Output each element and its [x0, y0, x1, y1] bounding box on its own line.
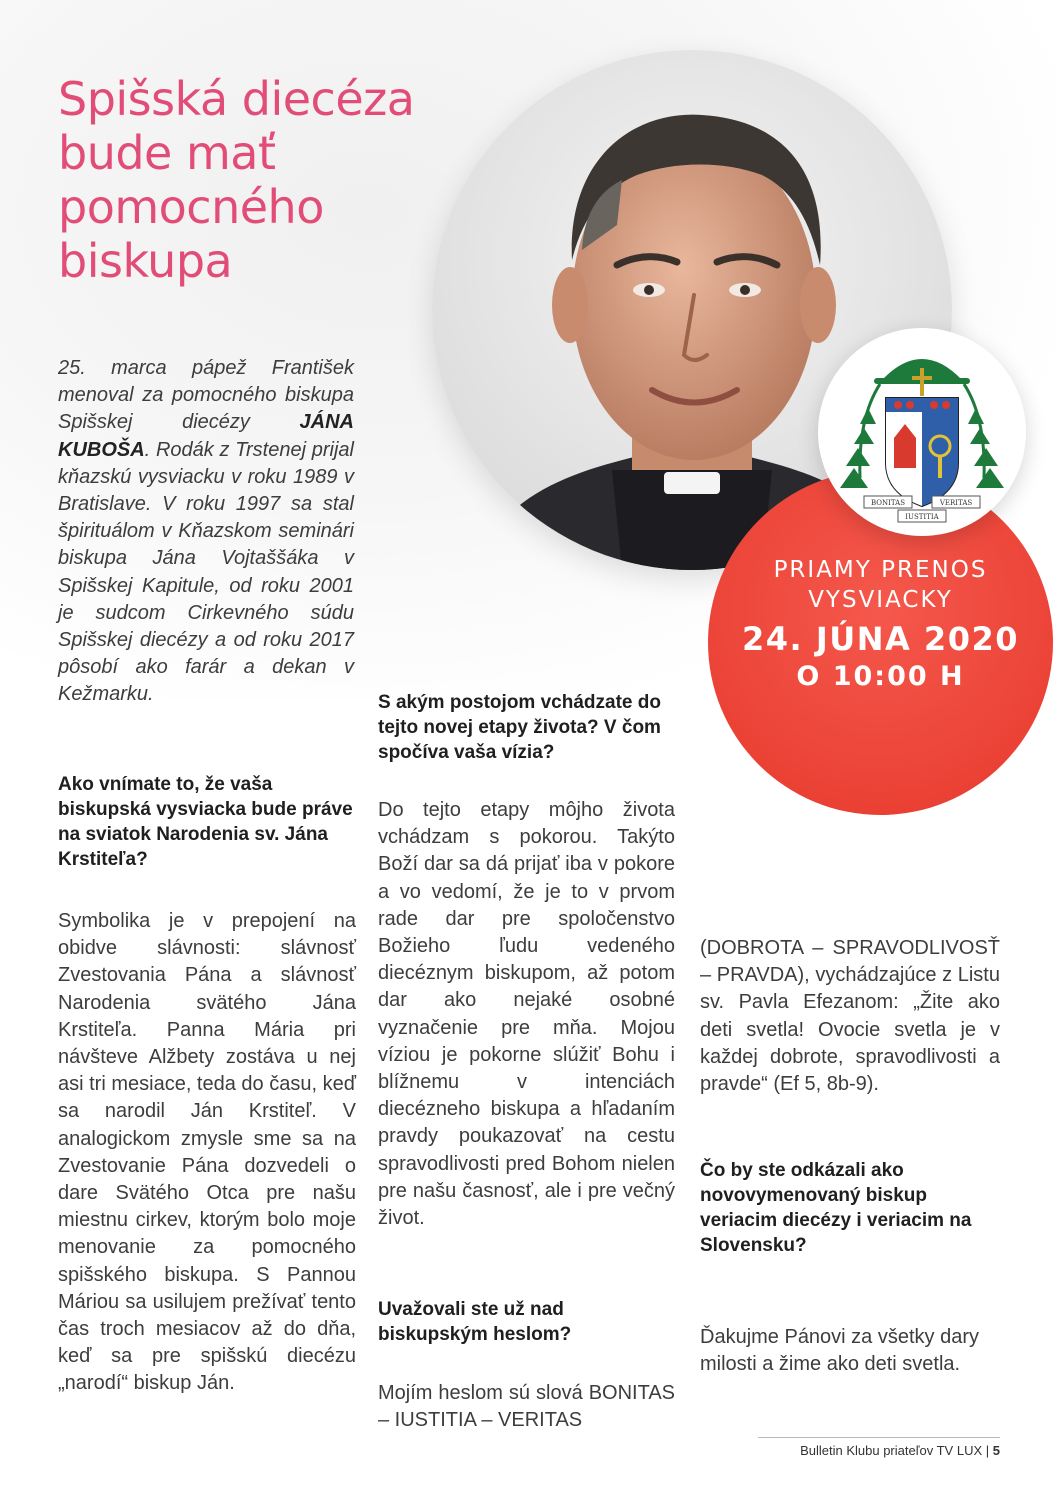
page-number: 5	[992, 1443, 1000, 1458]
bishop-name: JÁNA KUBOŠA	[58, 411, 354, 461]
promo-date: 24. JÚNA 2020	[742, 620, 1019, 658]
promo-line-1: PRIAMY PRENOS	[773, 557, 988, 583]
question-2: S akým postojom vchádzate do tejto novej etapy života? V čom spočíva vaša vízia?	[378, 692, 661, 763]
publication-name: Bulletin Klubu priateľov TV LUX	[800, 1443, 983, 1458]
coat-of-arms-badge	[818, 328, 1026, 536]
intro-text: 25. marca pápež František menoval za pomocného biskupa Spišskej diecézy	[58, 357, 354, 434]
article-intro	[58, 355, 354, 709]
broadcast-announcement	[708, 555, 1053, 693]
question-3: Uvažovali ste už nad biskupským heslom?	[378, 1299, 572, 1345]
motto-bottom: IUSTITIA	[905, 513, 939, 521]
promo-line-2: VYSVIACKY	[808, 587, 953, 613]
motto-left: BONITAS	[870, 499, 906, 507]
motto-right: VERITAS	[939, 499, 973, 507]
question-4: Čo by ste odkázali ako novovymenovaný biskup veriacim diecézy i veriacim na Slovensku?	[700, 1160, 972, 1256]
question-1: Ako vnímate to, že vaša biskupská vysviacka bude práve na sviatok Narodenia sv. Jána Krstiteľa?	[58, 774, 353, 870]
page-footer	[800, 1443, 1000, 1458]
coat-of-arms-icon	[818, 328, 1026, 536]
answer-2: Do tejto etapy môjho života vchádzam s pokorou. Takýto Boží dar sa dá prijať iba v pokore a vo vedomí, že je to v prvom rade dar pre spoločenstvo Božieho ľudu vedeného diecéznym biskupom, až potom dar ako nejaké osobné vyznačenie pre mňa. Mojou víziou je pokorne slúžiť Bohu i blížnemu v intenciách diecézneho biskupa a hľadaním pravdy poukazovať na cestu spravodlivosti pred Bohom nielen pre našu časnosť, ale i pre večný život.	[378, 799, 675, 1230]
answer-4: Ďakujme Pánovi za všetky dary milosti a žime ako deti svetla.	[700, 1326, 980, 1376]
answer-3: Mojím heslom sú slová BONITAS – IUSTITIA – VERITAS	[378, 1382, 675, 1432]
answer-3-continued: (DOBROTA – SPRAVODLIVOSŤ – PRAVDA), vychádzajúce z Listu sv. Pavla Efezanom: „Žite ako deti svetla! Ovocie svetla je v každej dobrote, spravodlivosti a pravde“ (Ef 5, 8b-9).	[700, 937, 1000, 1096]
intro-text-cont: . Rodák z Trstenej prijal kňazskú vysviacku v roku 1989 v Bratislave. V roku 1997 sa stal špirituálom v Kňazskom seminári biskupa Jána Vojtaššáka v Spišskej Kapitule, od roku 2001 je sudcom Cirkevného súdu Spišskej diecézy a od roku 2017 pôsobí ako farár a dekan v Kežmarku.	[58, 438, 354, 706]
promo-time: O 10:00 H	[796, 661, 965, 692]
article-title: Spišská diecéza bude mať pomocného biskupa	[58, 72, 415, 288]
answer-1: Symbolika je v prepojení na obidve slávnosti: slávnosť Zvestovania Pána a slávnosť Narodenia svätého Jána Krstiteľa. Panna Mária pri návšteve Alžbety zostáva u nej asi tri mesiace, teda do času, keď sa narodil Ján Krstiteľ. V analogickom zmysle sme sa na Zvestovanie Pána dozvedeli o dare Svätého Otca pre našu miestnu cirkev, ktorým bolo moje menovanie za pomocného spišského biskupa. S Pannou Máriou sa usilujem prežívať tento čas troch mesiacov až do dňa, keď sa pre spišskú diecézu „narodí“ biskup Ján.	[58, 910, 356, 1395]
footer-rule	[758, 1437, 1000, 1438]
footer-separator: |	[985, 1443, 993, 1458]
